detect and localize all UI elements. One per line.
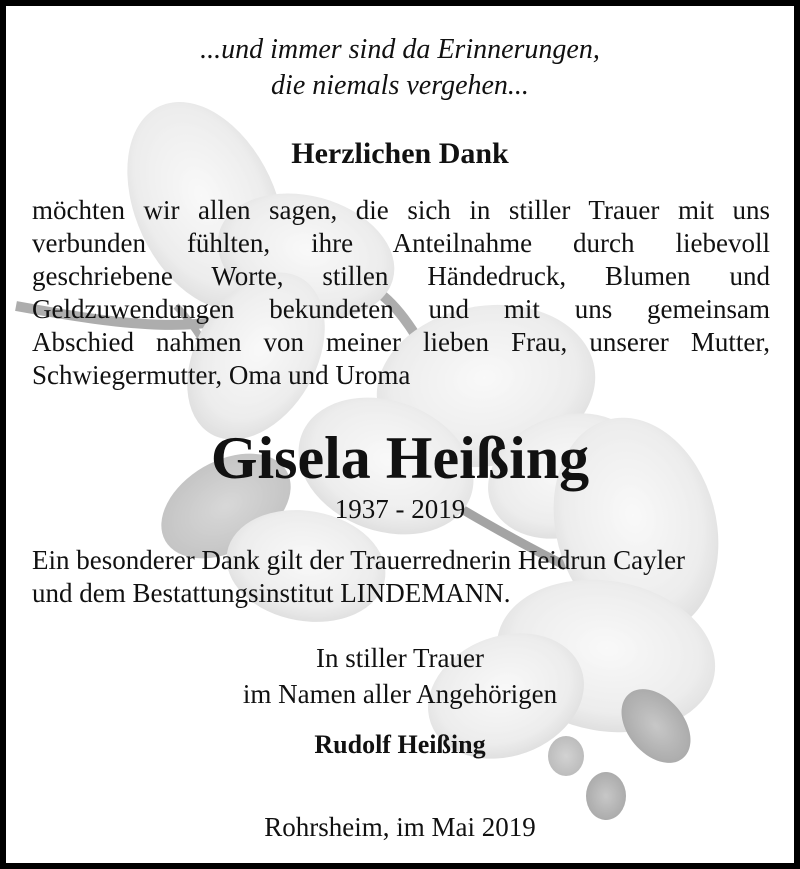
thanks-line: Abschied nahmen von meiner lieben Frau, unserer Mutter, xyxy=(32,327,770,357)
quote-line-2: die niemals vergehen... xyxy=(271,70,529,101)
thanks-line: möchten wir allen sagen, die sich in stiller Trauer mit uns xyxy=(32,195,770,225)
memorial-quote xyxy=(6,32,794,104)
quote-line-1: ...und immer sind da Erinnerungen, xyxy=(200,34,600,65)
thanks-heading: Herzlichen Dank xyxy=(291,137,509,170)
special-thanks-paragraph xyxy=(32,544,770,610)
mourning-block xyxy=(6,640,794,712)
thanks-line: Schwiegermutter, Oma und Uroma xyxy=(32,360,411,390)
obituary-content xyxy=(6,6,794,863)
special-thanks-line: Ein besonderer Dank gilt der Trauerrednerin Heidrun Cayler xyxy=(32,545,686,575)
mourning-line-1: In stiller Trauer xyxy=(316,643,484,673)
signer-name: Rudolf Heißing xyxy=(314,730,486,759)
special-thanks-line: und dem Bestattungsinstitut LINDEMANN. xyxy=(32,578,511,608)
thanks-line: geschriebene Worte, stillen Händedruck, Blumen und xyxy=(32,261,770,291)
life-years: 1937 - 2019 xyxy=(334,494,466,524)
deceased-name: Gisela Heißing xyxy=(210,425,590,491)
thanks-line: Geldzuwendungen bekundeten und mit uns gemeinsam xyxy=(32,294,770,324)
mourning-line-2: im Namen aller Angehörigen xyxy=(242,679,558,709)
thanks-paragraph xyxy=(32,194,770,392)
thanks-line: verbunden fühlten, ihre Anteilnahme durch liebevoll xyxy=(32,228,770,258)
place-date: Rohrsheim, im Mai 2019 xyxy=(264,812,536,842)
